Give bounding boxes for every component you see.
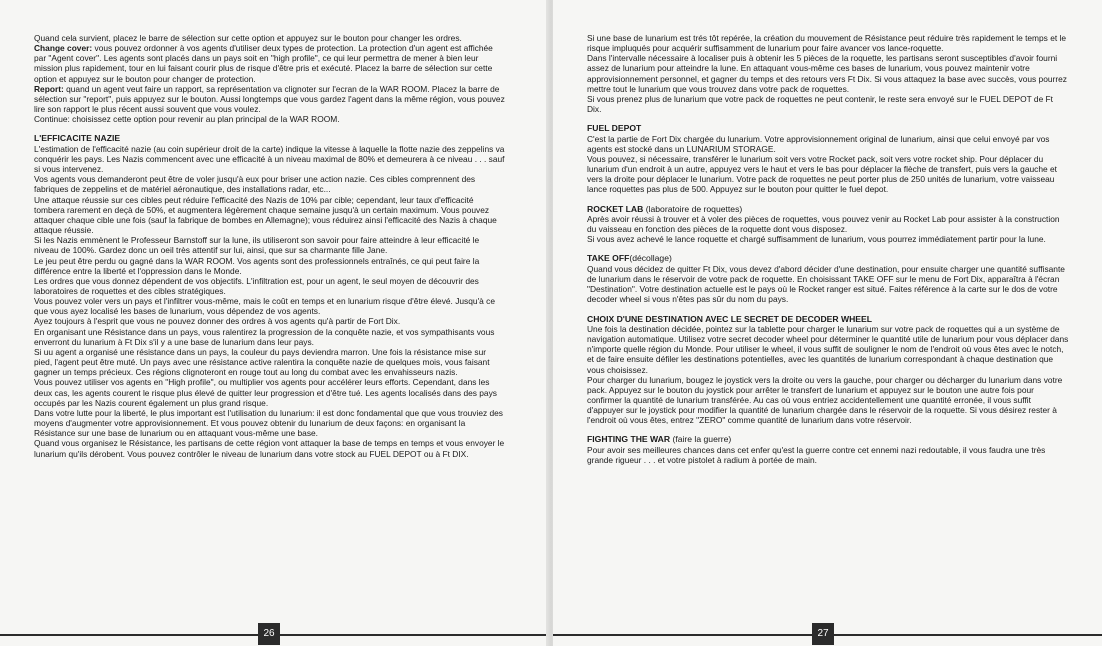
footer-rule-right [280, 634, 549, 636]
section-gap [587, 114, 1069, 123]
left-column [34, 33, 506, 459]
efficacite-heading: L'EFFICACITE NAZIE [34, 133, 121, 144]
fighting-war-heading: FIGHTING THE WAR (faire la guerre) [587, 434, 732, 445]
section-gap [587, 244, 1069, 253]
efficacite-paragraph: En organisant une Résistance dans un pays, vous ralentirez la progression de la conquête nazie, et vos sympathisants vous enverront du lunarium à Ft Dix s'il y a une base de lunarium dans leur pays. [34, 326, 495, 347]
fighting-war-paragraph: Pour avoir ses meilleures chances dans cet enfer qu'est la guerre contre cet ennemi nazi redoutable, il vous faudra une très grande rigueur . . . et votre pistolet à radium à portée de main. [587, 444, 1046, 466]
fuel-depot-paragraph: C'est la partie de Fort Dix chargée du lunarium. Votre approvisionnement original de lunarium, ainsi que celui envoyé par vos agents est stocké dans un LUNARIUM STORAGE. [587, 133, 1050, 154]
intro-paragraph: Quand cela survient, placez le barre de sélection sur cette option et appuyez sur le bouton pour changer les ordres. [34, 33, 462, 43]
section-gap [587, 425, 1069, 434]
right-page [553, 0, 1102, 646]
change-cover-text: vous pouvez ordonner à vos agents d'utiliser deux types de protection. La protection d'un agent est affichée par "Agent cover". Les agents sont placés dans un pays soit en "high profile", ce qui leur permettra de mener à bien leur mission plus rapidement, tour en lui faisant courir plus de risque d'être pris et exécuté. Placez la barre de sélection sur cette option et appuyez sur le bouton pour changer de protection. [34, 43, 493, 84]
efficacite-paragraph: Si uu agent a organisé une résistance dans un pays, la couleur du pays deviendra marron. Une fois la résistance mise sur pied, l'agent peut être muté. Un pays avec une résistance active ralentira la conquête nazie de quelques mois, vous faisant gagner un temps précieux. Ces régions clignoteront en rouge tout au long du combat avec les envahisseurs nazis. [34, 346, 490, 378]
efficacite-paragraph: Vous pouvez utiliser vos agents en "High profile", ou multiplier vos agents pour accélérer leurs efforts. Cependant, dans les deux cas, les agents courent le risque plus élevé de quitter leur progression et d'être tué. Les agents localisés dans des pays occupés par les Nazis courent également un plus grand risque. [34, 377, 497, 408]
rocket-lab-paragraph: Après avoir réussi à trouver et à voler des pièces de roquettes, vous pouvez venir au Rocket Lab pour assister à la construction du vaisseau en fonction des pièces de la roquette dont vous disposez. [587, 214, 1060, 235]
section-gap [34, 124, 506, 133]
intro-paragraph: Si vous prenez plus de lunarium que votre pack de roquettes ne peut contenir, le reste sera envoyé sur le FUEL DEPOT de Ft Dix. [587, 93, 1053, 115]
change-cover-term: Change cover: [34, 43, 93, 54]
efficacite-paragraph: Ayez toujours à l'esprit que vous ne pouvez donner des ordres à vos agents qu'à partir de Fort Dix. [34, 316, 401, 327]
rocket-lab-paragraph: Si vous avez achevé le lance roquette et chargé suffisamment de lunarium, vous pourrez immédiatement partir pour la lune. [587, 234, 1046, 245]
section-gap [587, 195, 1069, 204]
left-page [0, 0, 549, 646]
efficacite-paragraph: Si les Nazis emmènent le Professeur Barnstoff sur la lune, ils utiliseront son savoir pour faire atteindre à leur efficacité le niveau de 100%. Gardez donc un oeil très attentif sur lui, ainsi, que sur sa charmante fille Jane. [34, 235, 480, 256]
efficacite-paragraph: Le jeu peut être perdu ou gagné dans la WAR ROOM. Vos agents sont des professionnels entraînés, ce qui peut faire la différence entre la liberté et l'oppression dans le Monde. [34, 255, 480, 276]
destination-heading: CHOIX D'UNE DESTINATION AVEC LE SECRET DE DECODER WHEEL [587, 313, 873, 324]
footer-rule-left [0, 634, 258, 636]
efficacite-paragraph: Une attaque réussie sur ces cibles peut réduire l'efficacité des Nazis de 10% par cible; cependant, leur taux d'efficacité tombera rarement en deçà de 50%, et augmentera légèrement chaque semaine jusqu'à un certain maximum. Vous pouvez attaquer chaque cible une fois (sauf la fabrique de bombes en Allemagne); vous réduirez ainsi l'efficacité des Nazis à chaque attaque réussie. [34, 194, 497, 236]
take-off-heading: TAKE OFF(décollage) [587, 253, 672, 264]
section-gap [587, 305, 1069, 314]
efficacite-paragraph: Les ordres que vous donnez dépendent de vos objectifs. L'infiltration est, pour un agent, le seul moyen de découvrir des laboratoires de roquettes et des cibles stratégiques. [34, 275, 479, 296]
report-paragraph [34, 84, 506, 114]
page-number-badge: 27 [812, 623, 834, 645]
efficacite-paragraph: Dans votre lutte pour la liberté, le plus important est l'utilisation du lunarium: il est donc fondamental que que vous trouviez des moyens d'augmenter votre approvisionnement. Et vous pouvez obtenir du lunarium de deux façons: en organisant la Résistance sur une base de lunarium ou en attaquant vous-même une base. [34, 407, 503, 439]
page-number-badge: 26 [258, 623, 280, 645]
take-off-paragraph: Quand vous décidez de quitter Ft Dix, vous devez d'abord décider d'une destination, pour ensuite charger une quantité suffisante de lunarium dans le réservoir de votre pack de roquette. En choisissant TAKE OFF sur le menu de Fort Dix, apparaîtra à l'écran "Destination". Votre destination actuelle est le pays où le Rocket ranger est situé. Faites référence à la carte sur le dos de votre decoder wheel si vous n'êtes pas sûr du nom du pays. [587, 263, 1065, 305]
efficacite-paragraph: Quand vous organisez le Résistance, les partisans de cette région vont attaquer la base de temps en temps et vous envoyer le lunarium qu'ils dérobent. Vous pouvez contrôler le niveau de lunarium dans votre stock au FUEL DEPOT ou à Ft DIX. [34, 438, 505, 459]
continue-paragraph: Continue: choisissez cette option pour revenir au plan principal de la WAR ROOM. [34, 114, 340, 125]
intro-paragraph: Dans l'intervalle nécessaire à localiser puis à obtenir les 5 pièces de la roquette, les partisans seront susceptibles d'avoir fourni assez de lunarium pour atteindre la lune. En attaquant vous-même ces bases de lunarium, vous pouvez maintenir votre approvisionnement personnel, et gagner du temps et des retours vers Ft Dix. Si vous attaquez la base avec succès, vous pourrez mettre tout le lunarium que vous trouvez dans votre pack de roquettes. [587, 53, 1067, 94]
efficacite-paragraph: Vos agents vous demanderont peut être de voler jusqu'à eux pour briser une action nazie. Ces cibles comprennent des fabriques de zeppelins et de matériel aéronautique, des installations radar, etc... [34, 174, 476, 195]
right-column [587, 33, 1069, 465]
destination-paragraph: Une fois la destination décidée, pointez sur la tablette pour charger le lunarium sur votre pack de roquettes qui a un système de navigation automatique. Utilisez votre secret decoder wheel pour déterminer le quantité utile de lunarium pour vous déplacer dans n'importe quelle région du Monde. Pour utiliser le wheel, il vous suffit de souligner le nom de l'endroit où vous êtes avec le notch, et de faire ensuite défiler les destinations potentielles, avec les quantités de lunarium correspondant à chaque destination que vous choisissez. [587, 323, 1069, 375]
footer-rule-right [834, 634, 1102, 636]
fuel-depot-paragraph: Vous pouvez, si nécessaire, transférer le lunarium soit vers votre Rocket pack, soit vers votre rocket ship. Pour déplacer du lunarium d'un endroit à un autre, appuyez vers le haut et vers le bas pour déplacer la flèche de transfert, puis vers la gauche et vers la droite pour déplacer le lunarium. Votre pack de roquettes ne peut porter plus de 250 unités de lunarium, votre vaisseau lance roquettes pas plus de 500. Appuyez sur le bouton pour quitter le fuel depot. [587, 153, 1057, 195]
footer-rule-left [553, 634, 812, 636]
destination-paragraph: Pour charger du lunarium, bougez le joystick vers la droite ou vers la gauche, pour charger ou décharger du lunarium dans votre pack. Appuyez sur le bouton du joystick pour arrêter le transfert de lunarium et appuyez sur le bouton une autre fois pour confirmer la quantité de lunarium transférée. Au cas où vous entriez accidentellement une quantité erronée, il vous suffit d'appuyer sur le joystick pour modifier la quantité de lunarium chargée dans le réservoir de la roquette. Si vous désirez rester à l'endroit où vous êtes, entrez "ZERO" comme quantité de lunarium dans votre réservoir. [587, 374, 1063, 426]
report-term: Report: [34, 83, 64, 94]
efficacite-paragraph: Vous pouvez voler vers un pays et l'infiltrer vous-même, mais le coût en temps et en lunarium risque d'être élevé. Jusqu'à ce que vous ayez localisé les bases de lunarium, vous dépendez de vos agents. [34, 296, 495, 317]
fuel-depot-heading: FUEL DEPOT [587, 123, 642, 134]
intro-paragraph: Si une base de lunarium est trés tôt repérée, la création du mouvement de Résistance peut réduire très rapidement le temps et le risque impluqués pour acquérir suffisamment de lunarium pour faire avancer vos lance-roquette. [587, 33, 1067, 54]
efficacite-paragraph: L'estimation de l'efficacité nazie (au coin supérieur droit de la carte) indique la vitesse à laquelle la flotte nazie des zeppelins va conquérir les pays. Les Nazis commencent avec une efficacité à un niveau maximal de 80% et demeurera à ce niveau . . . sauf si vous intervenez. [34, 143, 505, 175]
rocket-lab-heading: ROCKET LAB (laboratoire de roquettes) [587, 203, 743, 214]
report-text: quand un agent veut faire un rapport, sa représentation va clignoter sur l'ecran de la WAR ROOM. Placez la barre de sélection sur "report", puis appuyez sur le bouton. Aussi longtemps que vous gardez l'agent dans la même région, vous pouvez lire son rapport le plus récent aussi souvent que vous voulez. [34, 83, 505, 115]
change-cover-paragraph [34, 43, 506, 84]
